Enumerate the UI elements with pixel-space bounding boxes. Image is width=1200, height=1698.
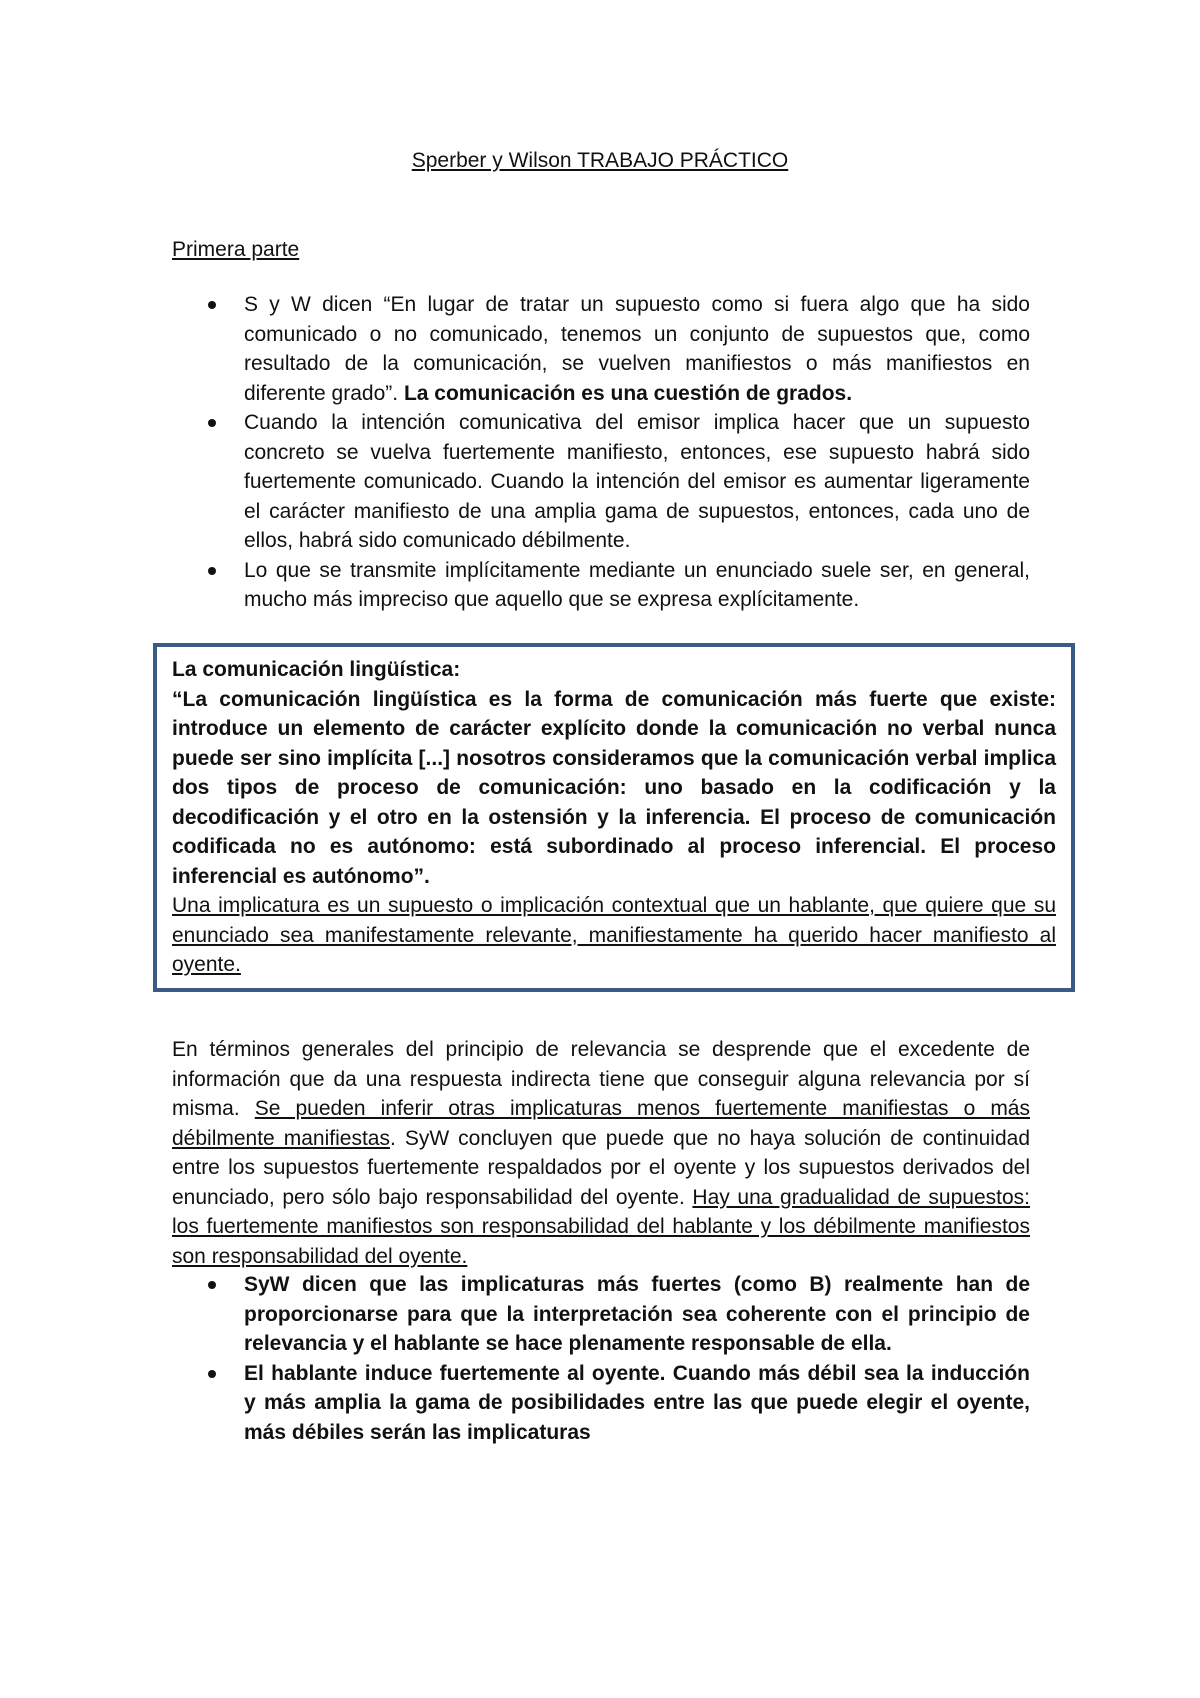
paragraph-underlined-text: Se pueden inferir otras implicaturas menos fuertemente manifiestas o más débilmente manifiestas bbox=[172, 1097, 1030, 1150]
bullet-text: Cuando la intención comunicativa del emisor implica hacer que un supuesto concreto se vuelva fuertemente manifiesto, entonces, ese supuesto habrá sido fuertemente comunicado. Cuando la intención del emisor es aumentar ligeramente el carácter manifiesto de una amplia gama de supuestos, entonces, cada uno de ellos, habrá sido comunicado débilmente. bbox=[244, 411, 1030, 552]
implicatura-definition: Una implicatura es un supuesto o implicación contextual que un hablante, que quiere que su enunciado sea manifestamente relevante, manifiestamente ha querido hacer manifiesto al oyente. bbox=[172, 894, 1056, 976]
section-heading: Primera parte bbox=[172, 238, 300, 261]
bullet-dot-icon bbox=[208, 1370, 216, 1378]
list-item bbox=[172, 556, 1030, 615]
bullet-list-conclusions bbox=[172, 1270, 1030, 1447]
paragraph-text: . SyW concluyen que puede que no haya solución de continuidad entre los supuestos fuertemente respaldados por el oyente y los supuestos derivados del enunciado, pero sólo bajo responsabilidad del oyente. bbox=[172, 1126, 1031, 1209]
relevance-paragraph bbox=[172, 1035, 1030, 1271]
paragraph-underlined-text: Hay una gradualidad de supuestos: los fuertemente manifiestos son responsabilidad del hablante y los débilmente manifiestos son responsabilidad del oyente. bbox=[172, 1185, 1030, 1268]
bullet-bold-text: La comunicación es una cuestión de grados. bbox=[403, 381, 853, 405]
bullet-text: El hablante induce fuertemente al oyente. Cuando más débil sea la inducción y más amplia la gama de posibilidades entre las que puede elegir el oyente, más débiles serán las implicaturas bbox=[244, 1361, 1030, 1444]
list-item bbox=[172, 1359, 1030, 1448]
list-item bbox=[172, 1270, 1030, 1359]
bullet-dot-icon bbox=[208, 567, 216, 575]
list-item bbox=[172, 408, 1030, 556]
bullet-list-primera-parte bbox=[172, 290, 1030, 615]
bullet-dot-icon bbox=[208, 1281, 216, 1289]
bullet-text: Lo que se transmite implícitamente mediante un enunciado suele ser, en general, mucho más impreciso que aquello que se expresa explícitamente. bbox=[244, 558, 1030, 611]
bullet-text: S y W dicen “En lugar de tratar un supuesto como si fuera algo que ha sido comunicado o no comunicado, tenemos un conjunto de supuestos que, como resultado de la comunicación, se vuelven manifiestos o más manifiestos en diferente grado”. bbox=[244, 293, 1030, 405]
bullet-dot-icon bbox=[208, 419, 216, 427]
paragraph-text: En términos generales del principio de relevancia se desprende que el excedente de información que da una respuesta indirecta tiene que conseguir alguna relevancia por sí misma. bbox=[172, 1038, 1030, 1120]
bullet-dot-icon bbox=[208, 301, 216, 309]
quote-box bbox=[153, 643, 1075, 992]
quote-box-heading: La comunicación lingüística: bbox=[172, 658, 461, 681]
document-title: Sperber y Wilson TRABAJO PRÁCTICO bbox=[411, 149, 789, 172]
quote-text: “La comunicación lingüística es la forma de comunicación más fuerte que existe: introduce un elemento de carácter explícito donde la comunicación no verbal nunca puede ser sino implícita [...] nosotros consideramos que la comunicación verbal implica dos tipos de proceso de comunicación: uno basado en la codificación y la decodificación y el otro en la ostensión y la inferencia. El proceso de comunicación codificada no es autónomo: está subordinado al proceso inferencial. El proceso inferencial es autónomo”. bbox=[172, 687, 1056, 888]
bullet-text: SyW dicen que las implicaturas más fuertes (como B) realmente han de proporcionarse para que la interpretación sea coherente con el principio de relevancia y el hablante se hace plenamente responsable de ella. bbox=[244, 1273, 1030, 1355]
list-item bbox=[172, 290, 1030, 408]
